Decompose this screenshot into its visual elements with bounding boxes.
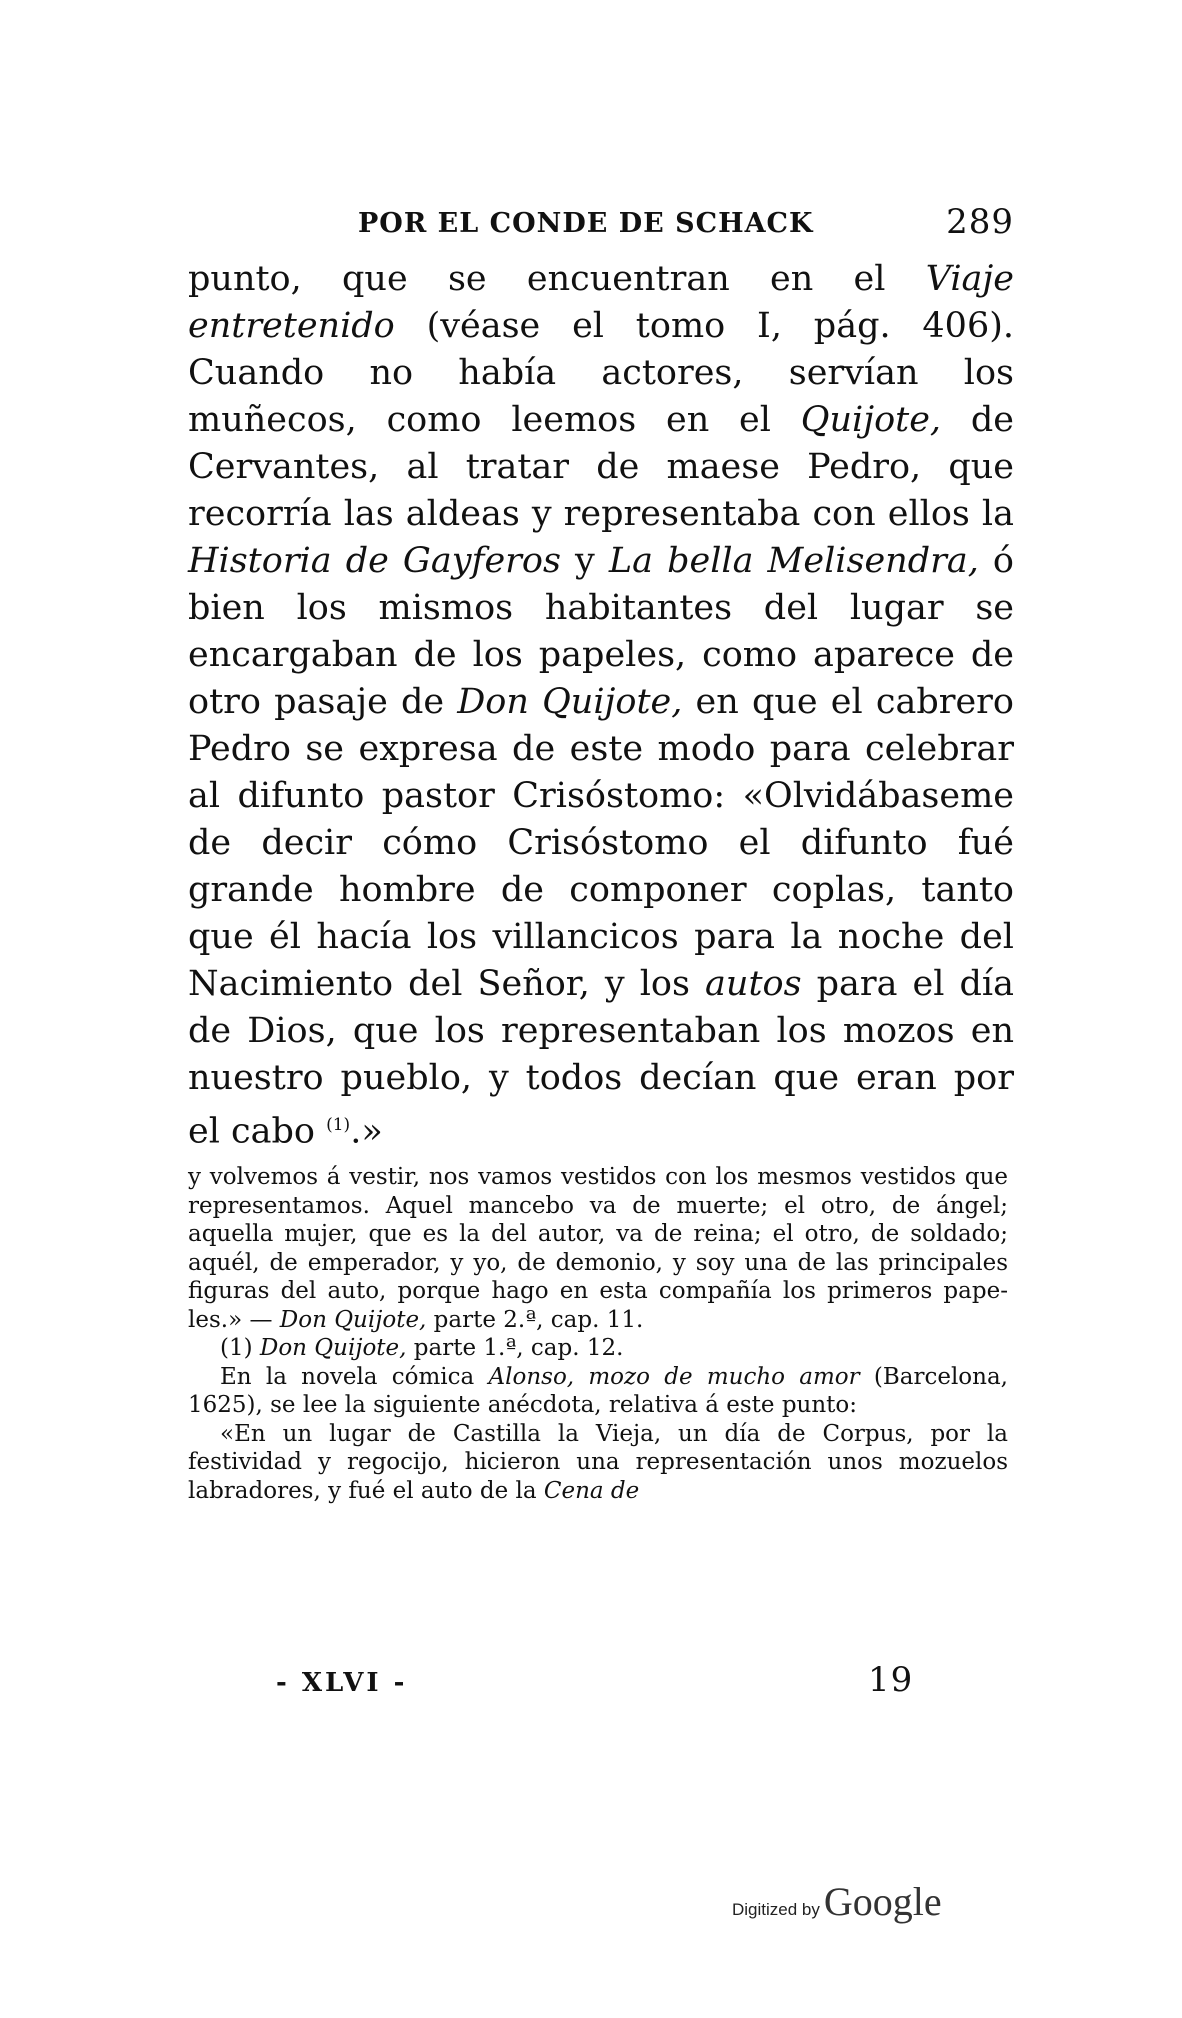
- italic-title: Quijote,: [800, 400, 942, 440]
- google-logo: Google: [823, 1879, 942, 1924]
- sheet-number: 19: [868, 1660, 914, 1700]
- italic-term: autos: [705, 964, 802, 1004]
- text-run: y volvemos á vestir, nos vamos vestidos con los mesmos vestidos que representamos. Aquel mancebo va de muerte; el otro, de ángel; aquella mujer, que es la del autor, va de reina; el otro, de soldado; aquél, de emperador, y yo, de demonio, y soy una de las principales figuras del auto, porque hago en esta compañía los primeros papeles.» —: [188, 1164, 1008, 1333]
- footnote-paragraph: [188, 1420, 1008, 1506]
- text-run: de Cervantes, al tratar de maese Pedro, que recorría las aldeas y representaba con ellos la: [188, 400, 1015, 534]
- main-paragraph: [188, 256, 1014, 1156]
- footnote-paragraph: [188, 1363, 1008, 1420]
- footnotes: [188, 1163, 1008, 1505]
- footnote-marker: (1): [220, 1335, 260, 1361]
- text-run: para el día de Dios, que los representaban los mozos en nuestro pueblo, y todos decían que eran por el cabo: [188, 964, 1014, 1152]
- signature-mark: - XLVI -: [276, 1668, 408, 1698]
- italic-title: Don Quijote,: [457, 682, 683, 722]
- page-number: 289: [946, 202, 1014, 242]
- italic-title: Don Quijote,: [279, 1306, 427, 1333]
- digitized-label: Digitized by: [732, 1900, 820, 1919]
- text-run: (Barcelona, 1625), se lee la siguiente anécdota, relativa á este punto:: [188, 1363, 1008, 1418]
- main-text: [188, 256, 1014, 1156]
- text-run: .»: [350, 1111, 383, 1152]
- text-run: ó bien los mismos habitantes del lugar se encargaban de los papeles, como aparece de otro pasaje de: [188, 541, 1015, 722]
- text-run: parte 1.ª, cap. 12.: [406, 1335, 624, 1361]
- italic-title: La bella Melisendra,: [608, 541, 979, 581]
- text-run: (véase el tomo I, pág. 406). Cuando no había actores, servían los muñecos, como leemos en el: [188, 306, 1014, 440]
- text-run: en que el cabrero Pedro se expresa de este modo para celebrar al difunto pastor Crisóstomo: «Olvidábaseme de decir cómo Crisóstomo el difunto fué grande hombre de componer coplas, tanto que él hacía los villancicos para la noche del Nacimiento del Señor, y los: [188, 682, 1014, 1004]
- text-run: «En un lugar de Castilla la Vieja, un día de Corpus, por la festividad y regocijo, hicieron una representación unos mozuelos labradores, y fué el auto de la: [188, 1420, 1008, 1504]
- text-run: y: [560, 541, 609, 581]
- italic-title: Alonso, mozo de mucho amor: [488, 1363, 860, 1390]
- text-run: En la novela cómica: [220, 1363, 489, 1390]
- running-head: [188, 200, 1014, 250]
- text-run: punto, que se encuentran en el: [188, 259, 926, 299]
- italic-title: Cena de: [543, 1477, 640, 1504]
- footnote-reference: (1): [326, 1115, 351, 1135]
- italic-title: Historia de Gayferos: [188, 541, 561, 581]
- digitized-watermark: [732, 1878, 942, 1925]
- text-run: parte 2.ª, cap. 11.: [426, 1306, 644, 1333]
- footnote-1: [188, 1334, 1008, 1363]
- italic-title: Viaje entretenido: [188, 259, 1014, 346]
- italic-title: Don Quijote,: [259, 1335, 407, 1361]
- footnote-continuation: [188, 1163, 1008, 1334]
- running-title: POR EL CONDE DE SCHACK: [358, 208, 814, 239]
